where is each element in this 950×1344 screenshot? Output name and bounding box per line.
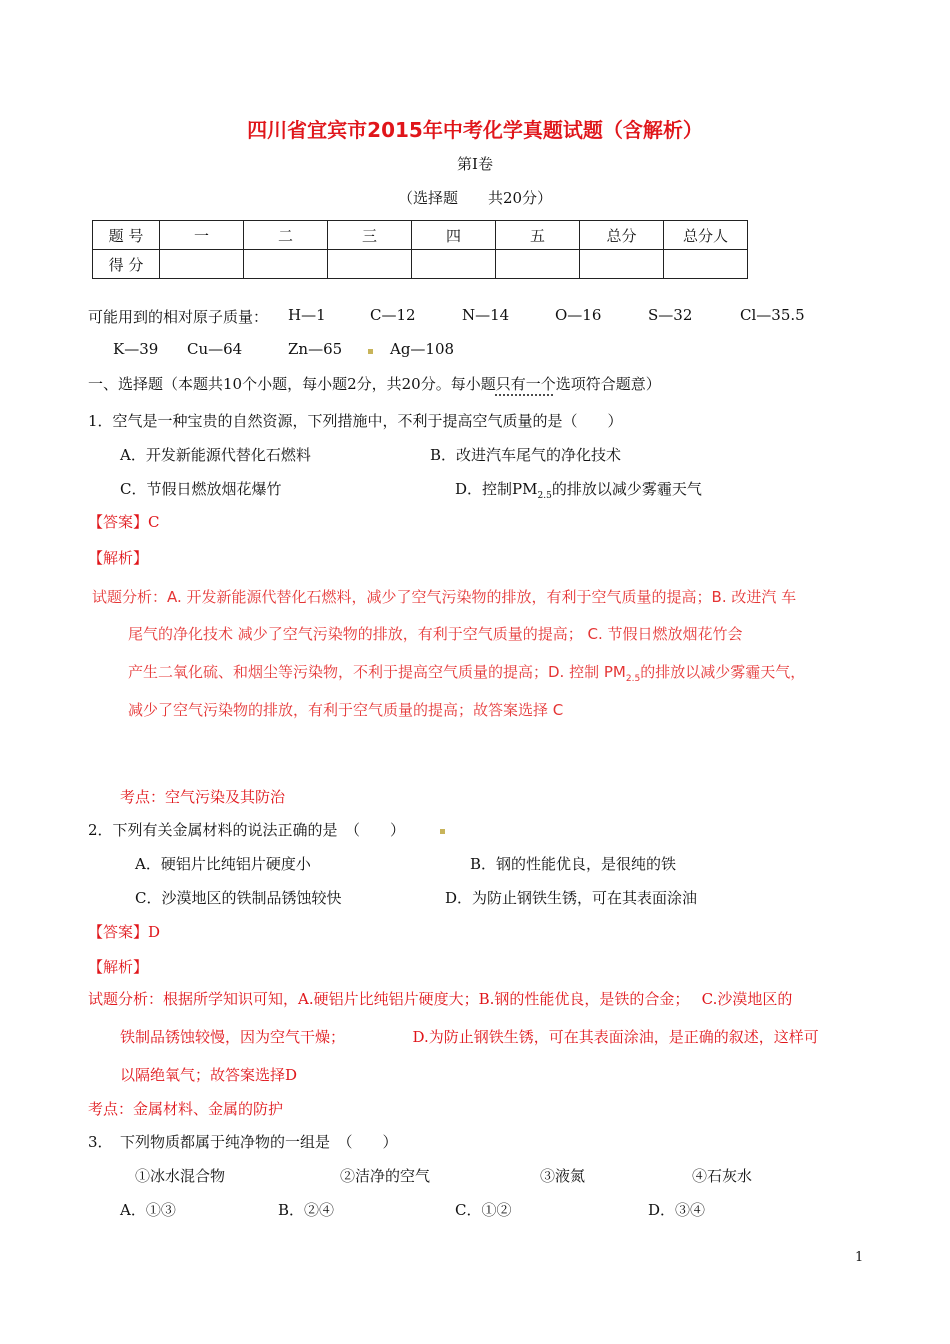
stray-mark [368,349,373,354]
q1-option-d-pre: D．控制PM [455,480,538,498]
score-cell [412,250,496,279]
q3-option-d: D．③④ [648,1201,706,1219]
q2-analysis-line: 试题分析：根据所学知识可知，A.硬铝片比纯铝片硬度大；B.钢的性能优良，是铁的合金； C.沙漠地区的 [88,990,793,1008]
section-heading-post: 选项符合题意） [555,375,661,393]
section-heading-pre: 一、选择题（本题共10个小题，每小题2分，共20分。每小题 [88,375,496,393]
q2-analysis-line: 铁制品锈蚀较慢，因为空气干燥； D.为防止钢铁生锈，可在其表面涂油，是正确的叙述，这样可 [120,1028,819,1046]
q2-kaodian: 考点：金属材料、金属的防护 [88,1100,284,1118]
q1-analysis-l3-post: 的排放以减少雾霾天气， [640,663,806,681]
q1-option-a: A．开发新能源代替化石燃料 [120,446,311,464]
q3-item: ①冰水混合物 [135,1167,226,1185]
atomic-mass-item: H—1 [288,306,326,324]
q1-analysis-line: 尾气的净化技术 减少了空气污染物的排放，有利于空气质量的提高； C. 节假日燃放烟花竹会 [128,625,743,643]
score-table-header-row [93,221,748,250]
q2-option-b: B．钢的性能优良，是很纯的铁 [470,855,677,873]
q1-option-d-sub: 2.5 [537,491,552,501]
score-cell [664,250,748,279]
score-cell [244,250,328,279]
q2-option-a: A．硬铝片比纯铝片硬度小 [135,855,311,873]
q1-analysis-l3-sub: 2.5 [625,674,641,684]
table-row-label: 得 分 [93,250,160,279]
document-title: 四川省宜宾市2015年中考化学真题试题（含解析） [247,118,703,142]
q1-kaodian: 考点：空气污染及其防治 [120,788,286,806]
q1-option-d [455,478,702,501]
q1-analysis-l3-pre: 产生二氧化硫、和烟尘等污染物，不利于提高空气质量的提高；D. 控制 PM [128,663,626,681]
q2-analysis-label: 【解析】 [88,958,149,976]
score-cell [160,250,244,279]
q3-item: ④石灰水 [692,1167,753,1185]
atomic-mass-intro: 可能用到的相对原子质量： [88,308,269,326]
volume-note: （选择题 共20分） [397,189,553,207]
q3-item: ②洁净的空气 [340,1167,431,1185]
table-header-cell: 四 [412,221,496,250]
atomic-mass-item: C—12 [370,306,416,324]
section-heading [88,373,661,394]
table-header-cell: 总分人 [664,221,748,250]
page-number: 1 [855,1250,864,1265]
atomic-mass-item: O—16 [555,306,602,324]
atomic-mass-item: Cl—35.5 [740,306,805,324]
q3-option-b: B．②④ [278,1201,335,1219]
section-heading-emphasis: 只有一个 [495,375,556,393]
table-header-cell: 总分 [580,221,664,250]
q1-analysis-label: 【解析】 [88,549,149,567]
score-cell [580,250,664,279]
q2-analysis-line: 以隔绝氧气；故答案选择D [120,1066,298,1084]
q2-option-d: D．为防止钢铁生锈，可在其表面涂油 [445,889,698,907]
score-table [92,220,748,279]
table-header-cell: 五 [496,221,580,250]
score-cell [496,250,580,279]
table-header-cell: 三 [328,221,412,250]
volume-label: 第Ⅰ卷 [457,155,493,173]
q1-option-b: B．改进汽车尾气的净化技术 [430,446,622,464]
q3-stem: 3． 下列物质都属于纯净物的一组是 （ ） [88,1133,398,1151]
q1-analysis-line: 减少了空气污染物的排放，有利于空气质量的提高；故答案选择 C [128,701,564,719]
q2-stem: 2．下列有关金属材料的说法正确的是 （ ） [88,821,406,839]
q1-analysis-line [128,661,805,684]
q1-answer: 【答案】C [88,513,160,531]
atomic-mass-item: K—39 [113,340,159,358]
atomic-mass-item: Zn—65 [288,340,343,358]
stray-mark [440,829,445,834]
q1-stem: 1．空气是一种宝贵的自然资源，下列措施中，不利于提高空气质量的是（ ） [88,412,623,430]
score-cell [328,250,412,279]
table-header-cell: 二 [244,221,328,250]
atomic-mass-item: N—14 [462,306,510,324]
atomic-mass-item: Cu—64 [187,340,243,358]
q1-option-c: C．节假日燃放烟花爆竹 [120,480,282,498]
q2-answer: 【答案】D [88,923,161,941]
q1-option-d-post: 的排放以减少雾霾天气 [551,480,702,498]
table-header-cell: 题 号 [93,221,160,250]
q3-option-a: A．①③ [120,1201,176,1219]
q3-option-c: C．①② [455,1201,512,1219]
q3-item: ③液氮 [540,1167,586,1185]
q1-analysis-line: 试题分析：A. 开发新能源代替化石燃料，减少了空气污染物的排放，有利于空气质量的提高；B. 改进汽 车 [92,588,797,606]
score-table-score-row [93,250,748,279]
atomic-mass-item: S—32 [648,306,693,324]
q2-option-c: C．沙漠地区的铁制品锈蚀较快 [135,889,342,907]
table-header-cell: 一 [160,221,244,250]
atomic-mass-item: Ag—108 [390,340,455,358]
